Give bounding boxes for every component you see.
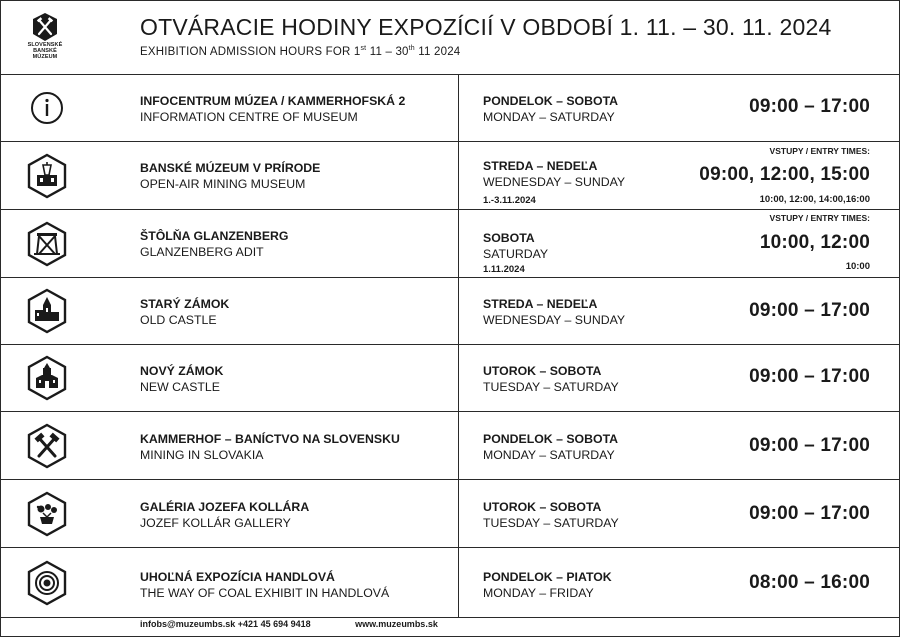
column-divider: [458, 480, 459, 547]
row-name: [140, 431, 400, 463]
page-title: OTVÁRACIE HODINY EXPOZÍCIÍ V OBDOBÍ 1. 11. – 30. 11. 2024: [140, 14, 832, 40]
mine-tower-icon: [26, 153, 68, 197]
name-en: NEW CASTLE: [140, 380, 220, 394]
days-en: TUESDAY – SATURDAY: [483, 516, 619, 530]
old-castle-icon: [26, 288, 68, 332]
column-divider: [458, 278, 459, 344]
column-divider: [458, 412, 459, 479]
table-row-coal-exhibit: [0, 548, 900, 618]
adit-icon: [26, 221, 68, 265]
logo-emblem-icon: [32, 12, 58, 42]
table-row-gallery: [0, 480, 900, 548]
subtitle-sup: st: [360, 45, 367, 53]
name-sk: BANSKÉ MÚZEUM V PRÍRODE: [140, 161, 321, 175]
days-en: MONDAY – SATURDAY: [483, 110, 615, 124]
days-en: WEDNESDAY – SUNDAY: [483, 175, 626, 189]
opening-hours: 09:00 – 17:00: [749, 366, 870, 387]
sub-hours: 10:00: [845, 261, 870, 272]
name-en: OPEN-AIR MINING MUSEUM: [140, 177, 306, 191]
name-sk: NOVÝ ZÁMOK: [140, 364, 224, 378]
name-sk: UHOĽNÁ EXPOZÍCIA HANDLOVÁ: [140, 570, 335, 584]
name-sk: STARÝ ZÁMOK: [140, 297, 230, 311]
opening-hours: 09:00 – 17:00: [749, 435, 870, 456]
days-en: MONDAY – FRIDAY: [483, 586, 594, 600]
name-sk: KAMMERHOF – BANÍCTVO NA SLOVENSKU: [140, 432, 400, 446]
row-days: [483, 296, 625, 328]
entry-times-label: VSTUPY / ENTRY TIMES:: [769, 213, 870, 223]
table-row-glanzenberg: [0, 210, 900, 278]
row-days: [483, 93, 618, 125]
name-sk: ŠTÔLŇA GLANZENBERG: [140, 229, 289, 243]
row-days: [483, 499, 619, 531]
name-sk: GALÉRIA JOZEFA KOLLÁRA: [140, 500, 310, 514]
row-days: [483, 158, 625, 209]
row-name: [140, 363, 223, 395]
row-days: [483, 431, 618, 463]
row-name: [140, 160, 320, 192]
new-castle-icon: [26, 355, 68, 399]
row-name: [140, 296, 229, 328]
footer: [140, 619, 438, 629]
name-en: INFORMATION CENTRE OF MUSEUM: [140, 110, 358, 124]
logo-text-3: MÚZEUM: [32, 54, 58, 60]
row-name: [140, 228, 288, 260]
page-subtitle: [140, 46, 460, 58]
days-en: TUESDAY – SATURDAY: [483, 380, 619, 394]
sub-hours: 10:00, 12:00, 14:00,16:00: [759, 194, 870, 205]
footer-contact: infobs@muzeumbs.sk +421 45 694 9418: [140, 619, 311, 629]
museum-logo: [22, 12, 68, 70]
days-note: 1.-3.11.2024: [483, 195, 536, 206]
days-note: 1.11.2024: [483, 264, 525, 275]
row-days: [483, 569, 612, 601]
name-en: GLANZENBERG ADIT: [140, 245, 264, 259]
entry-times-label: VSTUPY / ENTRY TIMES:: [769, 146, 870, 156]
column-divider: [458, 548, 459, 617]
coal-icon: [26, 560, 68, 604]
table-row-infocentrum: [0, 75, 900, 142]
days-sk: STREDA – NEDEĽA: [483, 297, 598, 311]
column-divider: [458, 142, 459, 209]
header: [0, 0, 900, 75]
subtitle-part: 11 – 30: [366, 46, 409, 58]
name-en: JOZEF KOLLÁR GALLERY: [140, 516, 291, 530]
days-sk: PONDELOK – SOBOTA: [483, 432, 619, 446]
days-sk: PONDELOK – SOBOTA: [483, 94, 619, 108]
info-icon: [26, 87, 68, 131]
table-row-new-castle: [0, 345, 900, 412]
table-row-old-castle: [0, 278, 900, 345]
days-en: WEDNESDAY – SUNDAY: [483, 313, 626, 327]
days-sk: PONDELOK – PIATOK: [483, 570, 612, 584]
gallery-icon: [26, 491, 68, 535]
footer-website-link[interactable]: www.muzeumbs.sk: [355, 619, 438, 629]
row-name: [140, 93, 405, 125]
subtitle-part: EXHIBITION ADMISSION HOURS FOR 1: [140, 46, 361, 58]
name-sk: INFOCENTRUM MÚZEA / KAMMERHOFSKÁ 2: [140, 94, 406, 108]
days-sk: UTOROK – SOBOTA: [483, 500, 602, 514]
column-divider: [458, 345, 459, 411]
row-name: [140, 569, 389, 601]
days-en: MONDAY – SATURDAY: [483, 448, 615, 462]
column-divider: [458, 75, 459, 141]
name-en: THE WAY OF COAL EXHIBIT IN HANDLOVÁ: [140, 586, 390, 600]
days-sk: STREDA – NEDEĽA: [483, 159, 598, 173]
table-row-open-air-museum: [0, 142, 900, 210]
days-sk: UTOROK – SOBOTA: [483, 364, 602, 378]
days-sk: SOBOTA: [483, 231, 535, 245]
row-days: [483, 230, 548, 278]
logo-text-2: BANSKÉ: [33, 48, 57, 54]
opening-hours: 08:00 – 16:00: [749, 572, 870, 593]
hammers-icon: [26, 423, 68, 467]
subtitle-sup: th: [408, 45, 415, 53]
name-en: MINING IN SLOVAKIA: [140, 448, 264, 462]
logo-text-1: SLOVENSKÉ: [27, 42, 63, 48]
opening-hours: 10:00, 12:00: [759, 232, 870, 253]
opening-hours: 09:00, 12:00, 15:00: [699, 164, 870, 185]
opening-hours: 09:00 – 17:00: [749, 300, 870, 321]
column-divider: [458, 210, 459, 277]
name-en: OLD CASTLE: [140, 313, 217, 327]
row-name: [140, 499, 309, 531]
table-row-kammerhof: [0, 412, 900, 480]
opening-hours: 09:00 – 17:00: [749, 503, 870, 524]
opening-hours: 09:00 – 17:00: [749, 96, 870, 117]
row-days: [483, 363, 619, 395]
subtitle-part: 11 2024: [414, 46, 461, 58]
days-en: SATURDAY: [483, 247, 549, 261]
